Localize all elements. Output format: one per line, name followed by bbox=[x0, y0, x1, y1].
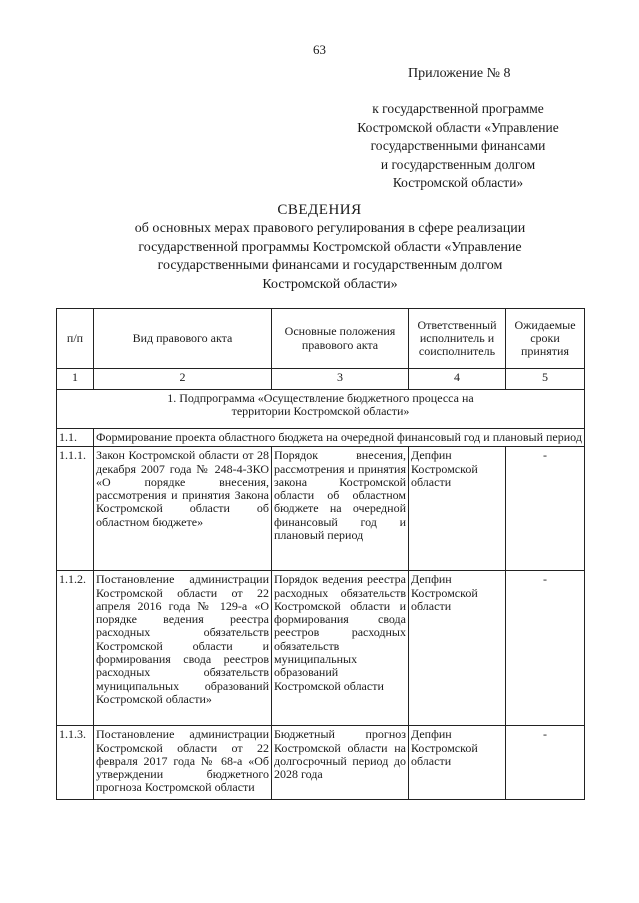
row-act: Закон Костромской области от 28 декабря 2007 года № 248-4-ЗКО «О порядке внесения, рассмотрения и принятия Закона Костромской области об областном бюджете» bbox=[94, 447, 272, 571]
appendix-ref-line: государственными финансами bbox=[370, 138, 546, 153]
column-number: 4 bbox=[409, 369, 506, 390]
document-subtitle bbox=[100, 220, 560, 294]
subtitle-line: государственной программы Костромской области «Управление bbox=[138, 239, 522, 255]
row-term: - bbox=[506, 726, 585, 800]
appendix-ref-line: к государственной программе bbox=[372, 101, 544, 116]
legal-measures-table bbox=[56, 308, 585, 800]
table-row bbox=[57, 726, 585, 800]
appendix-title: Приложение № 8 bbox=[408, 66, 511, 81]
page-number: 63 bbox=[313, 42, 326, 57]
section-number: 1.1. bbox=[57, 429, 94, 447]
row-provisions: Бюджетный прогноз Костромской области на долгосрочный период до 2028 года bbox=[272, 726, 409, 800]
header-executor: Ответственный исполнитель и соисполнитель bbox=[409, 309, 506, 369]
row-number: 1.1.1. bbox=[57, 447, 94, 571]
row-number: 1.1.2. bbox=[57, 571, 94, 726]
table-row bbox=[57, 447, 585, 571]
appendix-ref-line: и государственным долгом bbox=[380, 156, 536, 172]
document-title: СВЕДЕНИЯ bbox=[277, 202, 362, 218]
subprogram-text: 1. Подпрограмма «Осуществление бюджетного процесса на территории Костромской области» bbox=[167, 391, 474, 419]
table-row bbox=[57, 571, 585, 726]
appendix-reference bbox=[340, 100, 576, 193]
row-executor: Депфин Костромской области bbox=[409, 571, 506, 726]
section-title: Формирование проекта областного бюджета на очередной финансовый год и плановый период bbox=[94, 429, 585, 447]
row-number: 1.1.3. bbox=[57, 726, 94, 800]
subtitle-line: государственными финансами и государственным долгом bbox=[157, 258, 503, 273]
column-number: 2 bbox=[94, 369, 272, 390]
column-number: 5 bbox=[506, 369, 585, 390]
section-row bbox=[57, 429, 585, 447]
column-number: 1 bbox=[57, 369, 94, 390]
subprogram-row bbox=[57, 390, 585, 429]
table-header-row bbox=[57, 309, 585, 369]
appendix-ref-line: Костромской области «Управление bbox=[357, 119, 559, 135]
column-number-row bbox=[57, 369, 585, 390]
column-number: 3 bbox=[272, 369, 409, 390]
row-provisions: Порядок внесения, рассмотрения и принятия закона Костромской области об областном бюджете на очередной финансовый год и плановый период bbox=[272, 447, 409, 571]
row-term: - bbox=[506, 571, 585, 726]
header-act-type: Вид правового акта bbox=[94, 309, 272, 369]
row-executor: Депфин Костромской области bbox=[409, 447, 506, 571]
row-term: - bbox=[506, 447, 585, 571]
row-executor: Депфин Костромской области bbox=[409, 726, 506, 800]
header-provisions: Основные положения правового акта bbox=[272, 309, 409, 369]
header-term: Ожидаемые сроки принятия bbox=[506, 309, 585, 369]
subtitle-line: Костромской области» bbox=[262, 276, 398, 292]
row-provisions: Порядок ведения реестра расходных обязательств Костромской области и формирования свода реестров расходных обязательств муниципальных образований Костромской области bbox=[272, 571, 409, 726]
row-act: Постановление администрации Костромской области от 22 апреля 2016 года № 129-а «О порядке ведения реестра расходных обязательств Костромской области и формирования свода реестров расходных обязательств муниципальных образований Костромской области» bbox=[94, 571, 272, 726]
subprogram-title bbox=[57, 390, 585, 429]
appendix-ref-line: Костромской области» bbox=[392, 175, 524, 190]
row-act: Постановление администрации Костромской области от 22 февраля 2017 года № 68-а «Об утверждении бюджетного прогноза Костромской области bbox=[94, 726, 272, 800]
subtitle-line: об основных мерах правового регулирования в сфере реализации bbox=[134, 221, 526, 236]
header-number: п/п bbox=[57, 309, 94, 369]
